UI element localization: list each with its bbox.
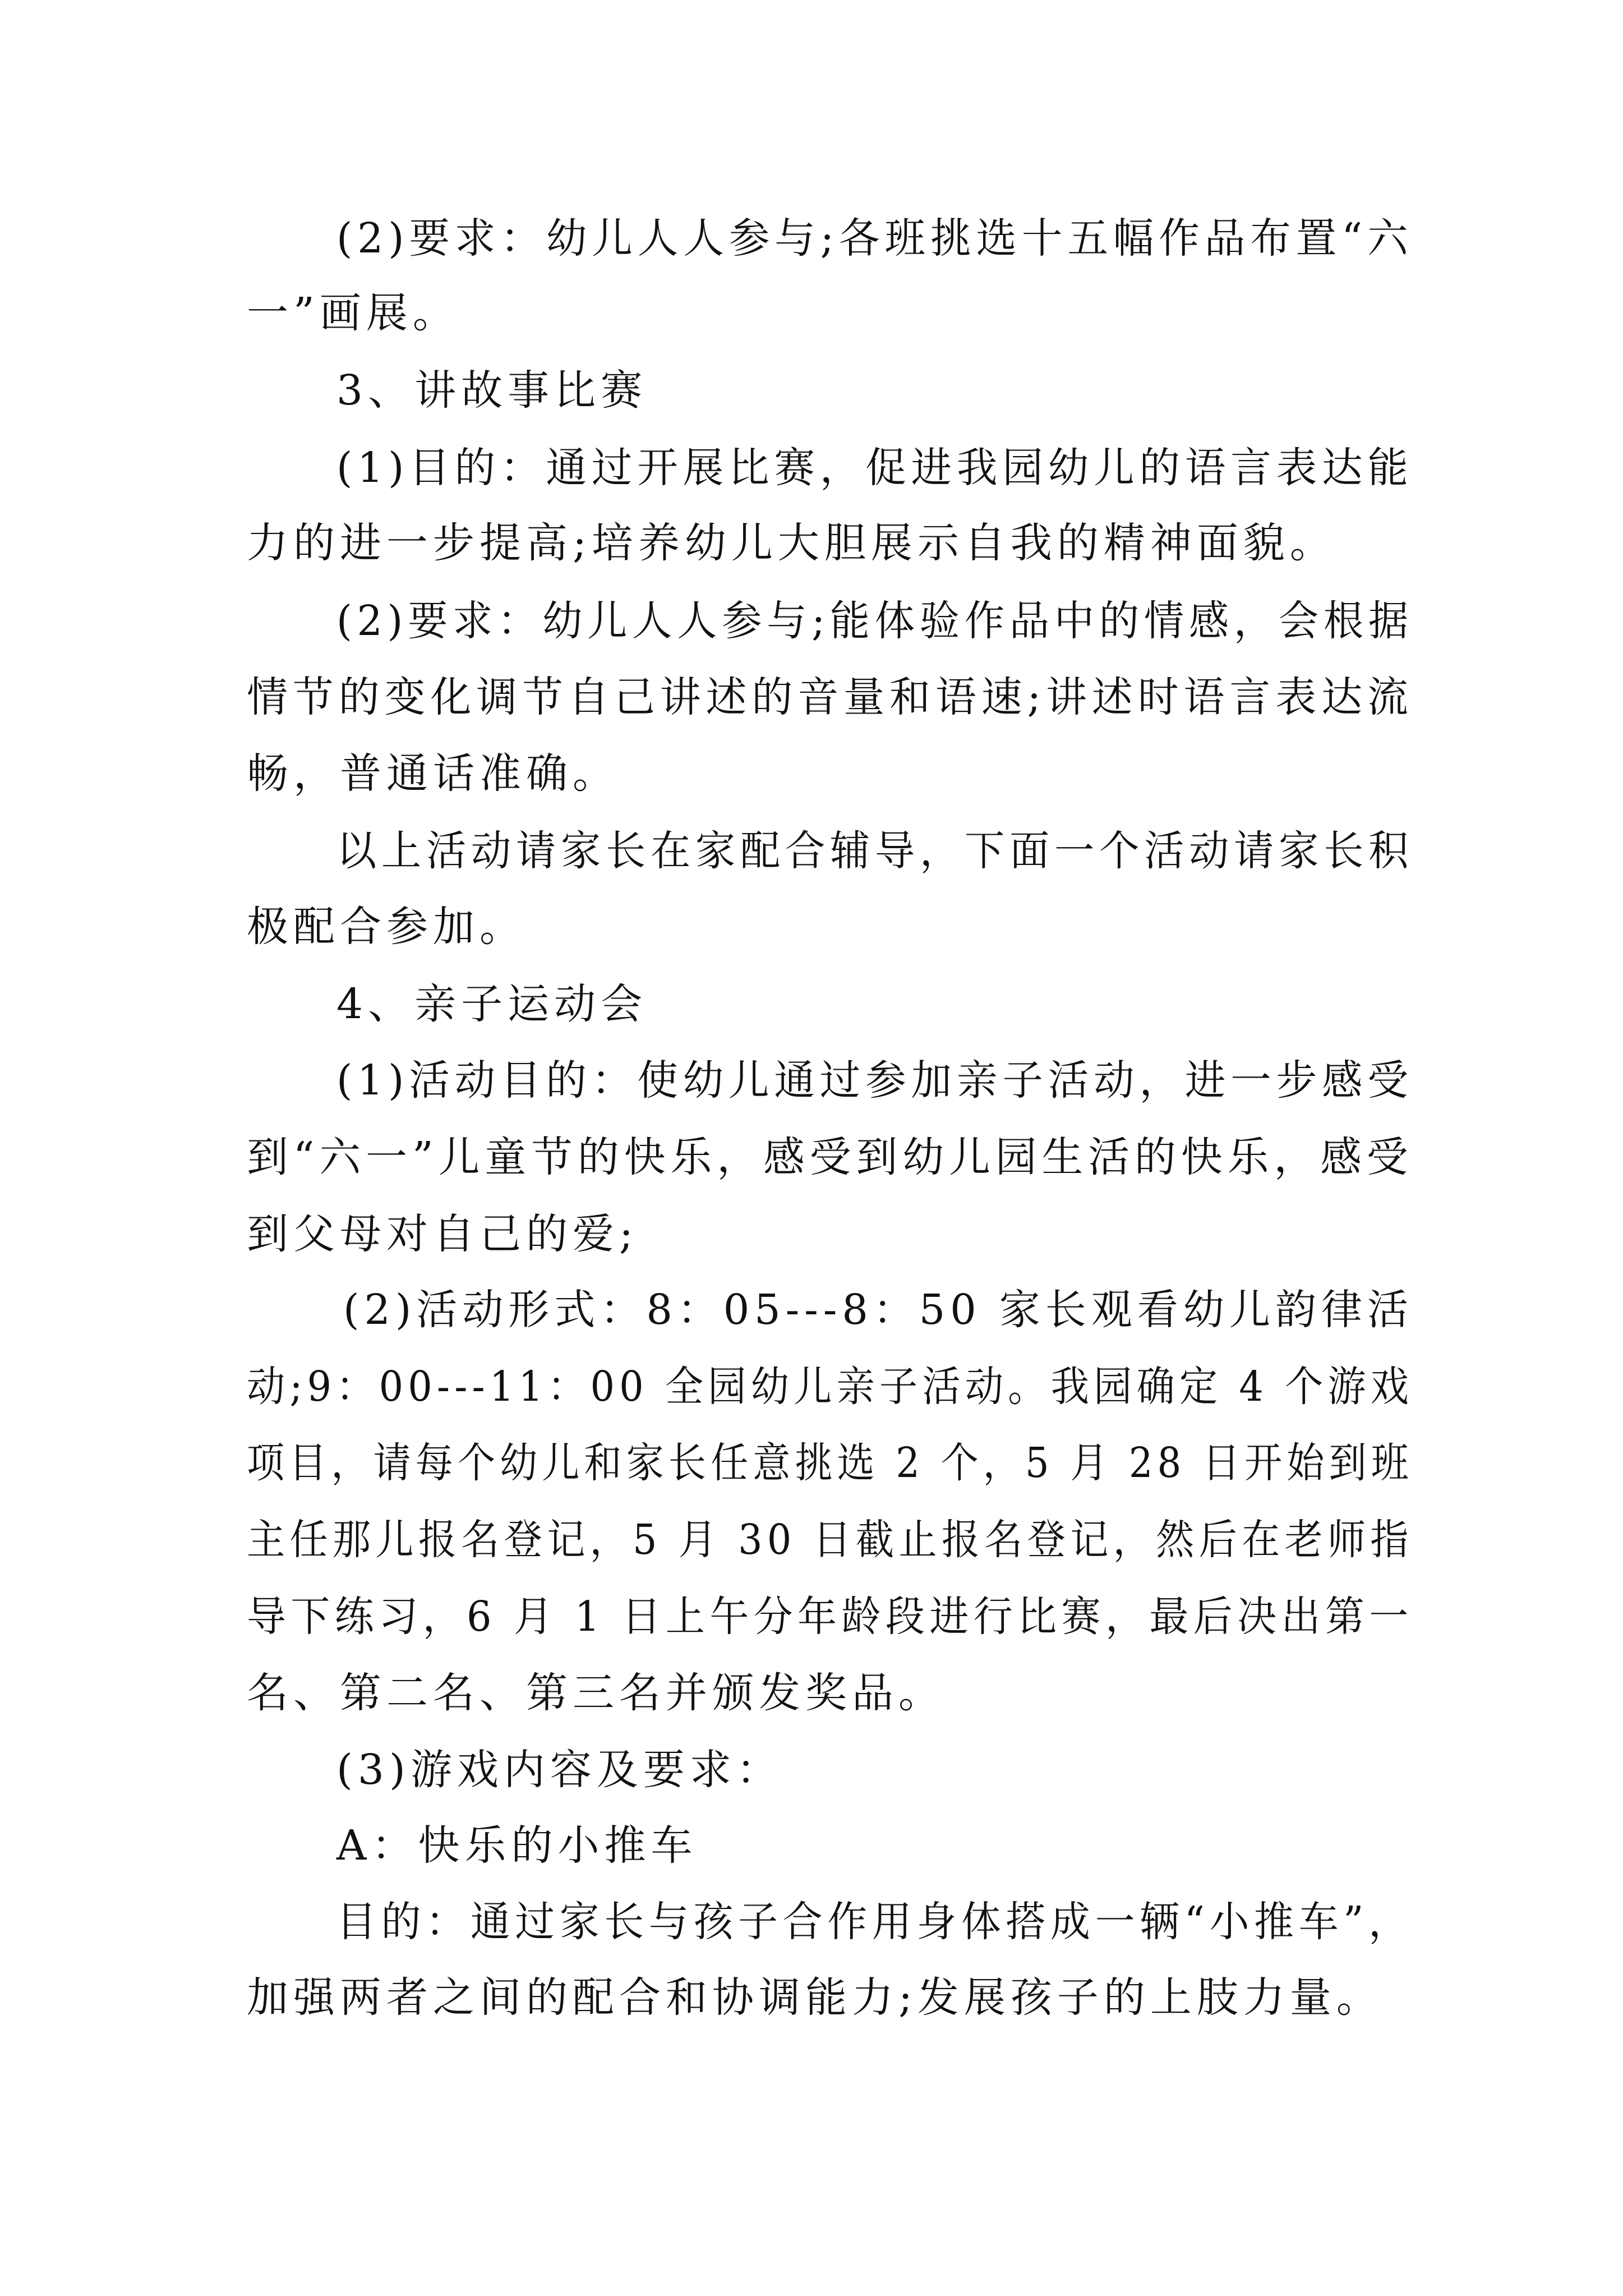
- text-line: 以上活动请家长在家配合辅导，下面一个活动请家长积: [336, 827, 1414, 875]
- text-line: 到父母对自己的爱;: [247, 1210, 638, 1258]
- text-line: 导下练习，6 月 1 日上午分年龄段进行比赛，最后决出第一: [247, 1593, 1413, 1641]
- text-line: 名、第二名、第三名并颁发奖品。: [247, 1669, 945, 1717]
- text-line: 加强两者之间的配合和协调能力;发展孩子的上肢力量。: [247, 1973, 1383, 2022]
- text-line: 动;9：00---11：00 全园幼儿亲子活动。我园确定 4 个游戏: [247, 1363, 1414, 1411]
- text-line: (1)活动目的：使幼儿通过参加亲子活动，进一步感受: [336, 1056, 1413, 1105]
- text-line: (3)游戏内容及要求：: [336, 1746, 783, 1794]
- text-line: (1)目的：通过开展比赛，促进我园幼儿的语言表达能: [336, 444, 1413, 492]
- text-line: (2)要求：幼儿人人参与;能体验作品中的情感，会根据: [336, 597, 1413, 645]
- text-line: 极配合参加。: [247, 903, 526, 951]
- text-line: (2)要求：幼儿人人参与;各班挑选十五幅作品布置“六: [336, 214, 1413, 263]
- text-line: 力的进一步提高;培养幼儿大胆展示自我的精神面貌。: [247, 519, 1336, 567]
- text-line: 目的：通过家长与孩子合作用身体搭成一辆“小推车”，: [336, 1898, 1413, 1946]
- sub-heading: A：快乐的小推车: [336, 1821, 698, 1870]
- text-line: 一”画展。: [247, 289, 459, 337]
- text-line: (2)活动形式：8：05---8：50 家长观看幼儿韵律活: [343, 1286, 1413, 1334]
- text-line: 项目，请每个幼儿和家长任意挑选 2 个，5 月 28 日开始到班: [247, 1439, 1413, 1487]
- text-line: 主任那儿报名登记，5 月 30 日截止报名登记，然后在老师指: [247, 1516, 1413, 1564]
- text-line: 畅，普通话准确。: [247, 749, 619, 798]
- text-line: 到“六一”儿童节的快乐，感受到幼儿园生活的快乐，感受: [247, 1133, 1413, 1181]
- text-line: 情节的变化调节自己讲述的音量和语速;讲述时语言表达流: [247, 673, 1413, 721]
- section-heading: 4、亲子运动会: [336, 980, 648, 1028]
- section-heading: 3、讲故事比赛: [336, 366, 648, 415]
